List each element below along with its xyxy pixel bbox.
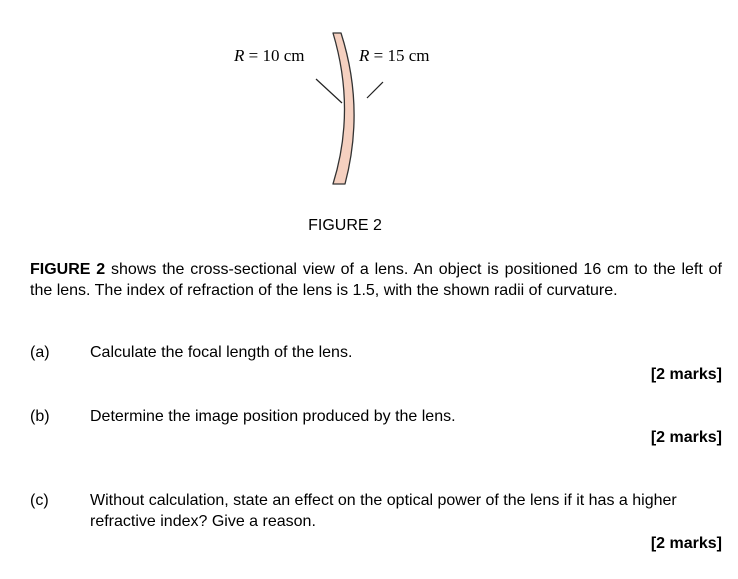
question-c-label: (c) [30, 492, 49, 509]
figure-reference: FIGURE 2 [30, 261, 106, 278]
question-b-text: Determine the image position produced by the lens. [90, 408, 456, 425]
left-radius-pointer [316, 79, 342, 103]
intro-text: shows the cross-sectional view of a lens. An object is positioned 16 cm to the left of the lens. The index of refraction of the lens is 1.5, with the shown radii of curvature. [30, 261, 722, 299]
right-radius-variable: R [359, 46, 370, 65]
question-a-label: (a) [30, 344, 50, 361]
question-a-marks: [2 marks] [650, 366, 722, 383]
left-radius-value: = 10 cm [244, 46, 305, 65]
question-a-text: Calculate the focal length of the lens. [90, 344, 353, 361]
figure-caption: FIGURE 2 [308, 217, 382, 234]
lens-diagram [0, 0, 738, 200]
lens-figure [0, 0, 738, 200]
left-radius-label [234, 46, 305, 66]
question-c-marks: [2 marks] [650, 535, 722, 552]
lens-cross-section [333, 33, 354, 184]
question-b-label: (b) [30, 408, 50, 425]
question-b-marks: [2 marks] [650, 429, 722, 446]
left-radius-variable: R [234, 46, 245, 65]
right-radius-pointer [367, 82, 383, 98]
question-c-text: Without calculation, state an effect on the optical power of the lens if it has a higher refractive index? Give a reason. [90, 492, 677, 530]
question-intro [30, 259, 722, 301]
right-radius-value: = 15 cm [369, 46, 430, 65]
right-radius-label [359, 46, 430, 66]
